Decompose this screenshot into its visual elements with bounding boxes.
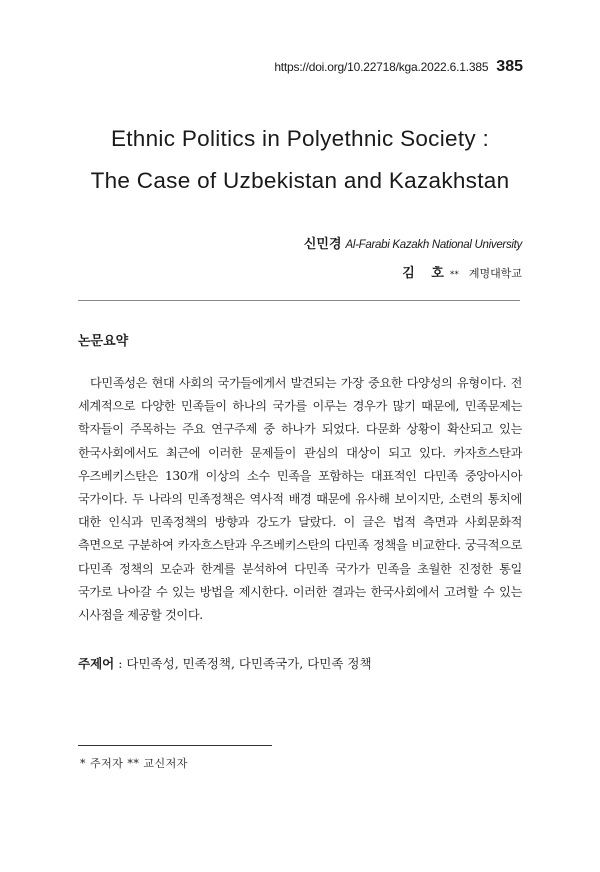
keywords bbox=[78, 654, 372, 672]
author-1-name: 신민경 bbox=[303, 237, 342, 252]
title-line-1: Ethnic Politics in Polyethnic Society : bbox=[110, 126, 490, 151]
title-divider bbox=[78, 300, 520, 301]
author-1 bbox=[304, 233, 522, 252]
keywords-list: 다민족성, 민족정책, 다민족국가, 다민족 정책 bbox=[126, 656, 372, 671]
title-line-2: The Case of Uzbekistan and Kazakhstan bbox=[90, 168, 510, 193]
keywords-label: 주제어 bbox=[78, 656, 115, 671]
abstract-body: 다민족성은 현대 사회의 국가들에게서 발견되는 가장 중요한 다양성의 유형이다. 전 세계적으로 다양한 민족들이 하나의 국가를 이루는 경우가 많기 때문에, 민족문제는 학자들이 주목하는 주요 연구주제 중 하나가 되었다. 다문화 상황이 확산되고 있는 한국사회에서도 최근에 이러한 문제들이 관심의 대상이 되고 있다. 카자흐스탄과 우즈베키스탄은 130개 이상의 소수 민족을 포함하는 대표적인 다민족 중앙아시아 국가이다. 두 나라의 민족정책은 역사적 배경 때문에 유사해 보이지만, 소련의 통치에 대한 인식과 민족정책의 방향과 강도가 달랐다. 이 글은 법적 측면과 사회문화적 측면으로 구분하여 카자흐스탄과 우즈베키스탄의 다민족 정책을 비교한다. 궁극적으로 다민족 정책의 모순과 한계를 분석하여 다민족 국가가 민족을 초월한 진정한 통일 국가로 나아갈 수 있는 방법을 제시한다. 이러한 결과는 한국사회에서 고려할 수 있는 시사점을 제공할 것이다. bbox=[78, 376, 522, 623]
author-2-affiliation: 계명대학교 bbox=[468, 267, 522, 280]
page-number: 385 bbox=[496, 58, 523, 75]
running-header bbox=[274, 58, 523, 76]
author-2-name: 김 호 bbox=[402, 266, 450, 281]
keywords-separator: : bbox=[114, 656, 127, 671]
paper-title bbox=[60, 118, 540, 202]
author-1-affiliation: Al-Farabi Kazakh National University bbox=[345, 239, 522, 251]
doi-link[interactable]: https://doi.org/10.22718/kga.2022.6.1.385 bbox=[274, 60, 489, 74]
corresponding-author-mark: ** bbox=[449, 270, 459, 280]
abstract-heading: 논문요약 bbox=[78, 334, 129, 349]
author-2 bbox=[402, 262, 522, 281]
footnote-divider bbox=[78, 745, 272, 746]
footnote: * 주저자 ** 교신저자 bbox=[80, 757, 188, 770]
